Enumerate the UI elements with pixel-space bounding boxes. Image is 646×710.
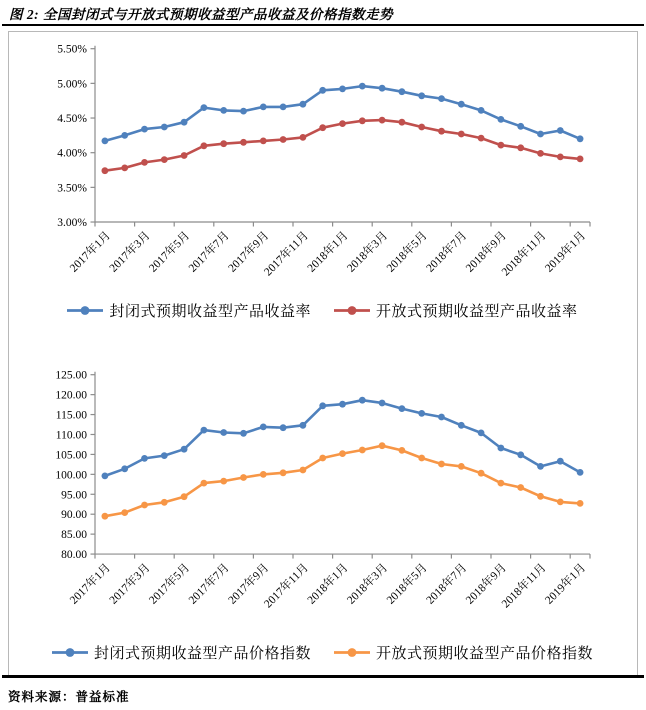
x-axis-tick-label: 2017年5月	[147, 561, 193, 607]
figure-title: 图 2: 全国封闭式与开放式预期收益型产品收益及价格指数走势	[9, 7, 393, 22]
legend-label-open-yield: 开放式预期收益型产品收益率	[376, 303, 578, 320]
data-point	[181, 152, 188, 159]
data-point	[240, 139, 247, 146]
data-point	[537, 150, 544, 157]
data-point	[280, 424, 287, 431]
data-point	[339, 450, 346, 457]
data-point	[319, 455, 326, 462]
data-point	[498, 116, 505, 123]
data-point	[181, 446, 188, 453]
data-point	[399, 447, 406, 454]
data-point	[339, 86, 346, 93]
data-point	[359, 447, 366, 454]
x-axis-tick-label: 2018年5月	[384, 561, 430, 607]
x-axis-tick-label: 2018年1月	[305, 561, 351, 607]
data-point	[498, 480, 505, 487]
data-point	[339, 401, 346, 408]
x-axis-tick-label: 2018年5月	[384, 229, 430, 275]
data-point	[399, 88, 406, 95]
data-point	[339, 120, 346, 127]
data-point	[478, 430, 485, 437]
data-point	[458, 131, 465, 138]
data-point	[161, 452, 168, 459]
data-point	[438, 95, 445, 102]
data-point	[418, 92, 425, 99]
x-axis-tick-label: 2017年9月	[226, 229, 272, 275]
line-marker-icon	[333, 304, 371, 317]
legend-label-open-price-index: 开放式预期收益型产品价格指数	[376, 645, 594, 662]
series-line-1	[105, 120, 580, 171]
line-marker-icon	[333, 646, 371, 659]
data-point	[379, 117, 386, 124]
data-point	[141, 159, 148, 166]
y-axis-tick-label: 80.00	[61, 549, 87, 562]
data-point	[260, 471, 267, 478]
data-point	[121, 165, 128, 172]
data-point	[260, 138, 267, 145]
data-point	[220, 478, 227, 485]
y-axis-tick-label: 110.00	[55, 429, 87, 442]
data-point	[121, 509, 128, 516]
x-axis-tick-label: 2017年7月	[186, 229, 232, 275]
legend-label-closed-price-index: 封闭式预期收益型产品价格指数	[93, 645, 311, 662]
data-point	[220, 107, 227, 114]
x-axis-tick-label: 2018年3月	[345, 561, 391, 607]
data-point	[201, 142, 208, 149]
x-axis-tick-label: 2017年7月	[186, 561, 232, 607]
data-point	[280, 104, 287, 111]
y-axis-tick-label: 100.00	[55, 469, 87, 482]
data-point	[319, 402, 326, 409]
data-point	[102, 473, 109, 480]
data-point	[280, 469, 287, 476]
data-point	[418, 124, 425, 131]
data-point	[478, 470, 485, 477]
x-axis-tick-label: 2019年1月	[543, 229, 589, 275]
x-axis-tick-label: 2017年9月	[226, 561, 272, 607]
x-axis-tick-label: 2018年9月	[463, 229, 510, 275]
data-point	[577, 156, 584, 163]
legend-item-closed-yield	[66, 300, 311, 321]
y-axis-tick-label: 5.00%	[57, 78, 87, 91]
series-line-0	[105, 400, 580, 476]
data-point	[458, 463, 465, 470]
y-axis-tick-label: 125.00	[55, 369, 87, 382]
data-point	[161, 499, 168, 506]
data-point	[121, 465, 128, 472]
legend-item-closed-price-index	[51, 642, 311, 663]
x-axis-tick-label: 2017年3月	[107, 229, 153, 275]
data-point	[201, 480, 208, 487]
data-point	[379, 442, 386, 449]
x-axis-tick-label: 2018年3月	[345, 229, 391, 275]
x-axis-tick-label: 2018年7月	[424, 561, 470, 607]
line-marker-icon	[66, 304, 104, 317]
data-point	[319, 124, 326, 131]
yield-chart-svg	[8, 31, 637, 299]
y-axis-tick-label: 4.00%	[57, 147, 87, 160]
data-point	[438, 414, 445, 421]
x-axis-tick-label: 2018年7月	[424, 229, 470, 275]
legend-item-open-yield	[333, 300, 578, 321]
data-point	[478, 135, 485, 142]
x-axis-tick-label: 2017年1月	[67, 229, 114, 275]
source-note: 资料来源：普益标准	[8, 690, 130, 704]
data-point	[438, 461, 445, 468]
data-point	[537, 463, 544, 470]
data-point	[537, 493, 544, 500]
y-axis-tick-label: 115.00	[55, 409, 87, 422]
x-axis-tick-label: 2018年11月	[499, 561, 549, 611]
data-point	[399, 405, 406, 412]
data-point	[517, 484, 524, 491]
data-point	[379, 400, 386, 407]
data-point	[577, 469, 584, 476]
data-point	[577, 135, 584, 142]
data-point	[359, 397, 366, 404]
data-point	[458, 101, 465, 108]
data-point	[300, 101, 307, 108]
legend-label-closed-yield: 封闭式预期收益型产品收益率	[109, 303, 311, 320]
data-point	[141, 455, 148, 462]
data-point	[141, 502, 148, 509]
x-axis-tick-label: 2017年3月	[107, 561, 153, 607]
data-point	[240, 474, 247, 481]
y-axis-tick-label: 3.50%	[57, 182, 87, 195]
y-axis-tick-label: 95.00	[61, 489, 87, 502]
data-point	[260, 424, 267, 431]
x-axis-tick-label: 2017年1月	[67, 561, 114, 607]
data-point	[438, 128, 445, 135]
data-point	[240, 108, 247, 115]
data-point	[478, 107, 485, 114]
data-point	[181, 119, 188, 126]
data-point	[319, 87, 326, 94]
data-point	[280, 136, 287, 143]
y-axis-tick-label: 105.00	[55, 449, 87, 462]
data-point	[517, 144, 524, 151]
data-point	[458, 422, 465, 429]
data-point	[517, 451, 524, 458]
data-point	[102, 513, 109, 520]
data-point	[418, 410, 425, 417]
data-point	[359, 117, 366, 124]
x-axis-tick-label: 2017年11月	[262, 229, 312, 279]
data-point	[181, 493, 188, 500]
data-point	[517, 123, 524, 130]
x-axis-tick-label: 2017年11月	[262, 561, 312, 611]
data-point	[240, 430, 247, 437]
data-point	[300, 467, 307, 474]
x-axis-tick-label: 2018年11月	[499, 229, 549, 279]
legend-item-open-price-index	[333, 642, 593, 663]
data-point	[260, 104, 267, 111]
data-point	[577, 500, 584, 507]
data-point	[201, 104, 208, 111]
data-point	[161, 124, 168, 131]
data-point	[359, 83, 366, 90]
line-marker-icon	[51, 646, 89, 659]
data-point	[537, 131, 544, 138]
data-point	[220, 429, 227, 436]
y-axis-tick-label: 120.00	[55, 389, 87, 402]
data-point	[102, 138, 109, 145]
data-point	[201, 427, 208, 434]
y-axis-tick-label: 85.00	[61, 529, 87, 542]
y-axis-tick-label: 3.00%	[57, 217, 87, 230]
y-axis-tick-label: 4.50%	[57, 113, 87, 126]
data-point	[121, 132, 128, 139]
data-point	[300, 134, 307, 141]
data-point	[557, 127, 564, 134]
x-axis-tick-label: 2018年1月	[305, 229, 351, 275]
footer-divider	[2, 675, 644, 678]
data-point	[498, 142, 505, 149]
title-divider	[2, 24, 644, 26]
yield-chart-legend	[8, 299, 636, 321]
data-point	[161, 156, 168, 163]
data-point	[220, 140, 227, 147]
data-point	[557, 458, 564, 465]
data-point	[300, 422, 307, 429]
data-point	[557, 499, 564, 506]
data-point	[102, 167, 109, 174]
x-axis-tick-label: 2017年5月	[147, 229, 193, 275]
price-index-chart-svg	[8, 361, 637, 631]
x-axis-tick-label: 2018年9月	[463, 561, 510, 607]
price-index-chart-legend	[8, 641, 636, 663]
y-axis-tick-label: 5.50%	[57, 43, 87, 56]
series-line-0	[105, 86, 580, 141]
data-point	[141, 126, 148, 133]
data-point	[498, 445, 505, 452]
x-axis-tick-label: 2019年1月	[543, 561, 589, 607]
data-point	[379, 85, 386, 92]
data-point	[418, 455, 425, 462]
data-point	[399, 119, 406, 126]
data-point	[557, 154, 564, 161]
y-axis-tick-label: 90.00	[61, 509, 87, 522]
